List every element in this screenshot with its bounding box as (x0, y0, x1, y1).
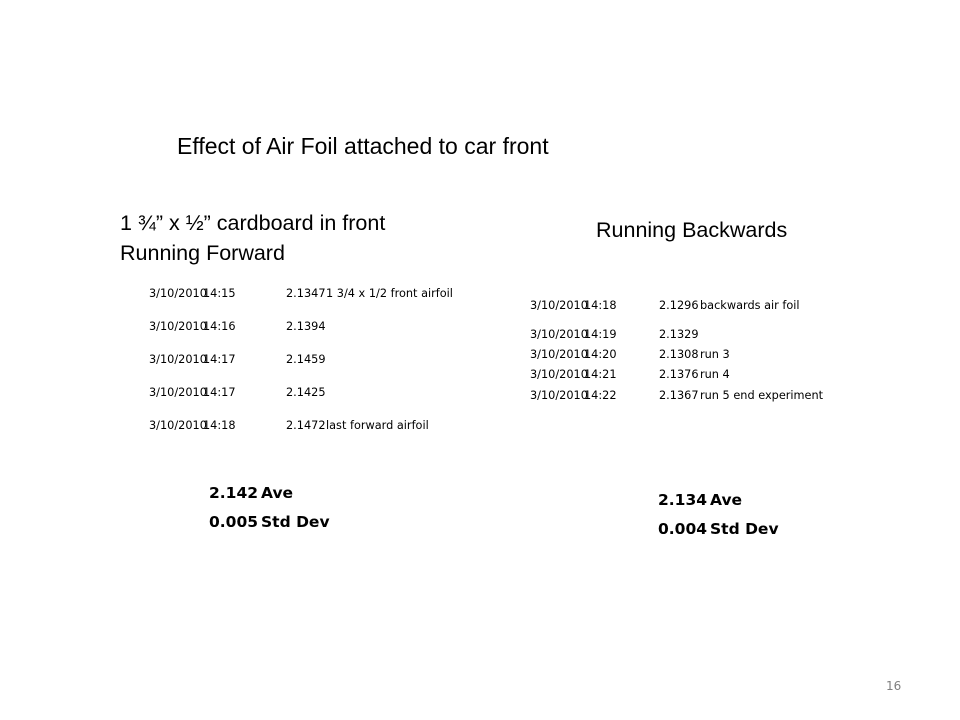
std-dev-label: Std Dev (261, 513, 330, 531)
forward-heading-line1: 1 ¾” x ½” cardboard in front (120, 211, 386, 235)
row-note: run 5 end experiment (700, 389, 824, 402)
row-time: 14:22 (584, 389, 617, 402)
row-time: 14:18 (584, 299, 617, 312)
row-date: 3/10/2010 (149, 419, 207, 432)
row-note: 1 3/4 x 1/2 front airfoil (326, 287, 453, 300)
row-time: 14:15 (203, 287, 236, 300)
forward-heading (120, 208, 385, 268)
row-date: 3/10/2010 (149, 287, 207, 300)
row-time: 14:18 (203, 419, 236, 432)
average-label: Ave (261, 484, 294, 502)
row-time: 14:17 (203, 353, 236, 366)
row-time: 14:19 (584, 328, 617, 341)
row-value: 2.1329 (659, 328, 699, 341)
row-date: 3/10/2010 (149, 320, 207, 333)
std-dev-value: 0.005 (209, 513, 259, 531)
std-dev-value: 0.004 (658, 520, 708, 538)
row-time: 14:17 (203, 386, 236, 399)
row-date: 3/10/2010 (530, 299, 588, 312)
row-value: 2.1367 (659, 389, 699, 402)
average-value: 2.134 (658, 491, 708, 509)
backward-heading: Running Backwards (596, 218, 788, 242)
row-date: 3/10/2010 (530, 389, 588, 402)
row-value: 2.1425 (286, 386, 326, 399)
row-time: 14:21 (584, 368, 617, 381)
row-date: 3/10/2010 (530, 348, 588, 361)
average-label: Ave (710, 491, 743, 509)
row-note: run 4 (700, 368, 730, 381)
row-value: 2.1376 (659, 368, 699, 381)
row-value: 2.1459 (286, 353, 326, 366)
row-note: run 3 (700, 348, 730, 361)
page-number: 16 (886, 679, 902, 693)
std-dev-label: Std Dev (710, 520, 779, 538)
row-date: 3/10/2010 (530, 368, 588, 381)
row-time: 14:20 (584, 348, 617, 361)
row-time: 14:16 (203, 320, 236, 333)
row-value: 2.1472 (286, 419, 326, 432)
slide-title: Effect of Air Foil attached to car front (177, 133, 549, 159)
row-date: 3/10/2010 (149, 386, 207, 399)
row-date: 3/10/2010 (149, 353, 207, 366)
row-note: backwards air foil (700, 299, 800, 312)
row-value: 2.1308 (659, 348, 699, 361)
row-value: 2.1394 (286, 320, 326, 333)
row-value: 2.1347 (286, 287, 326, 300)
forward-heading-line2: Running Forward (120, 241, 285, 265)
row-note: last forward airfoil (326, 419, 429, 432)
row-date: 3/10/2010 (530, 328, 588, 341)
row-value: 2.1296 (659, 299, 699, 312)
average-value: 2.142 (209, 484, 259, 502)
